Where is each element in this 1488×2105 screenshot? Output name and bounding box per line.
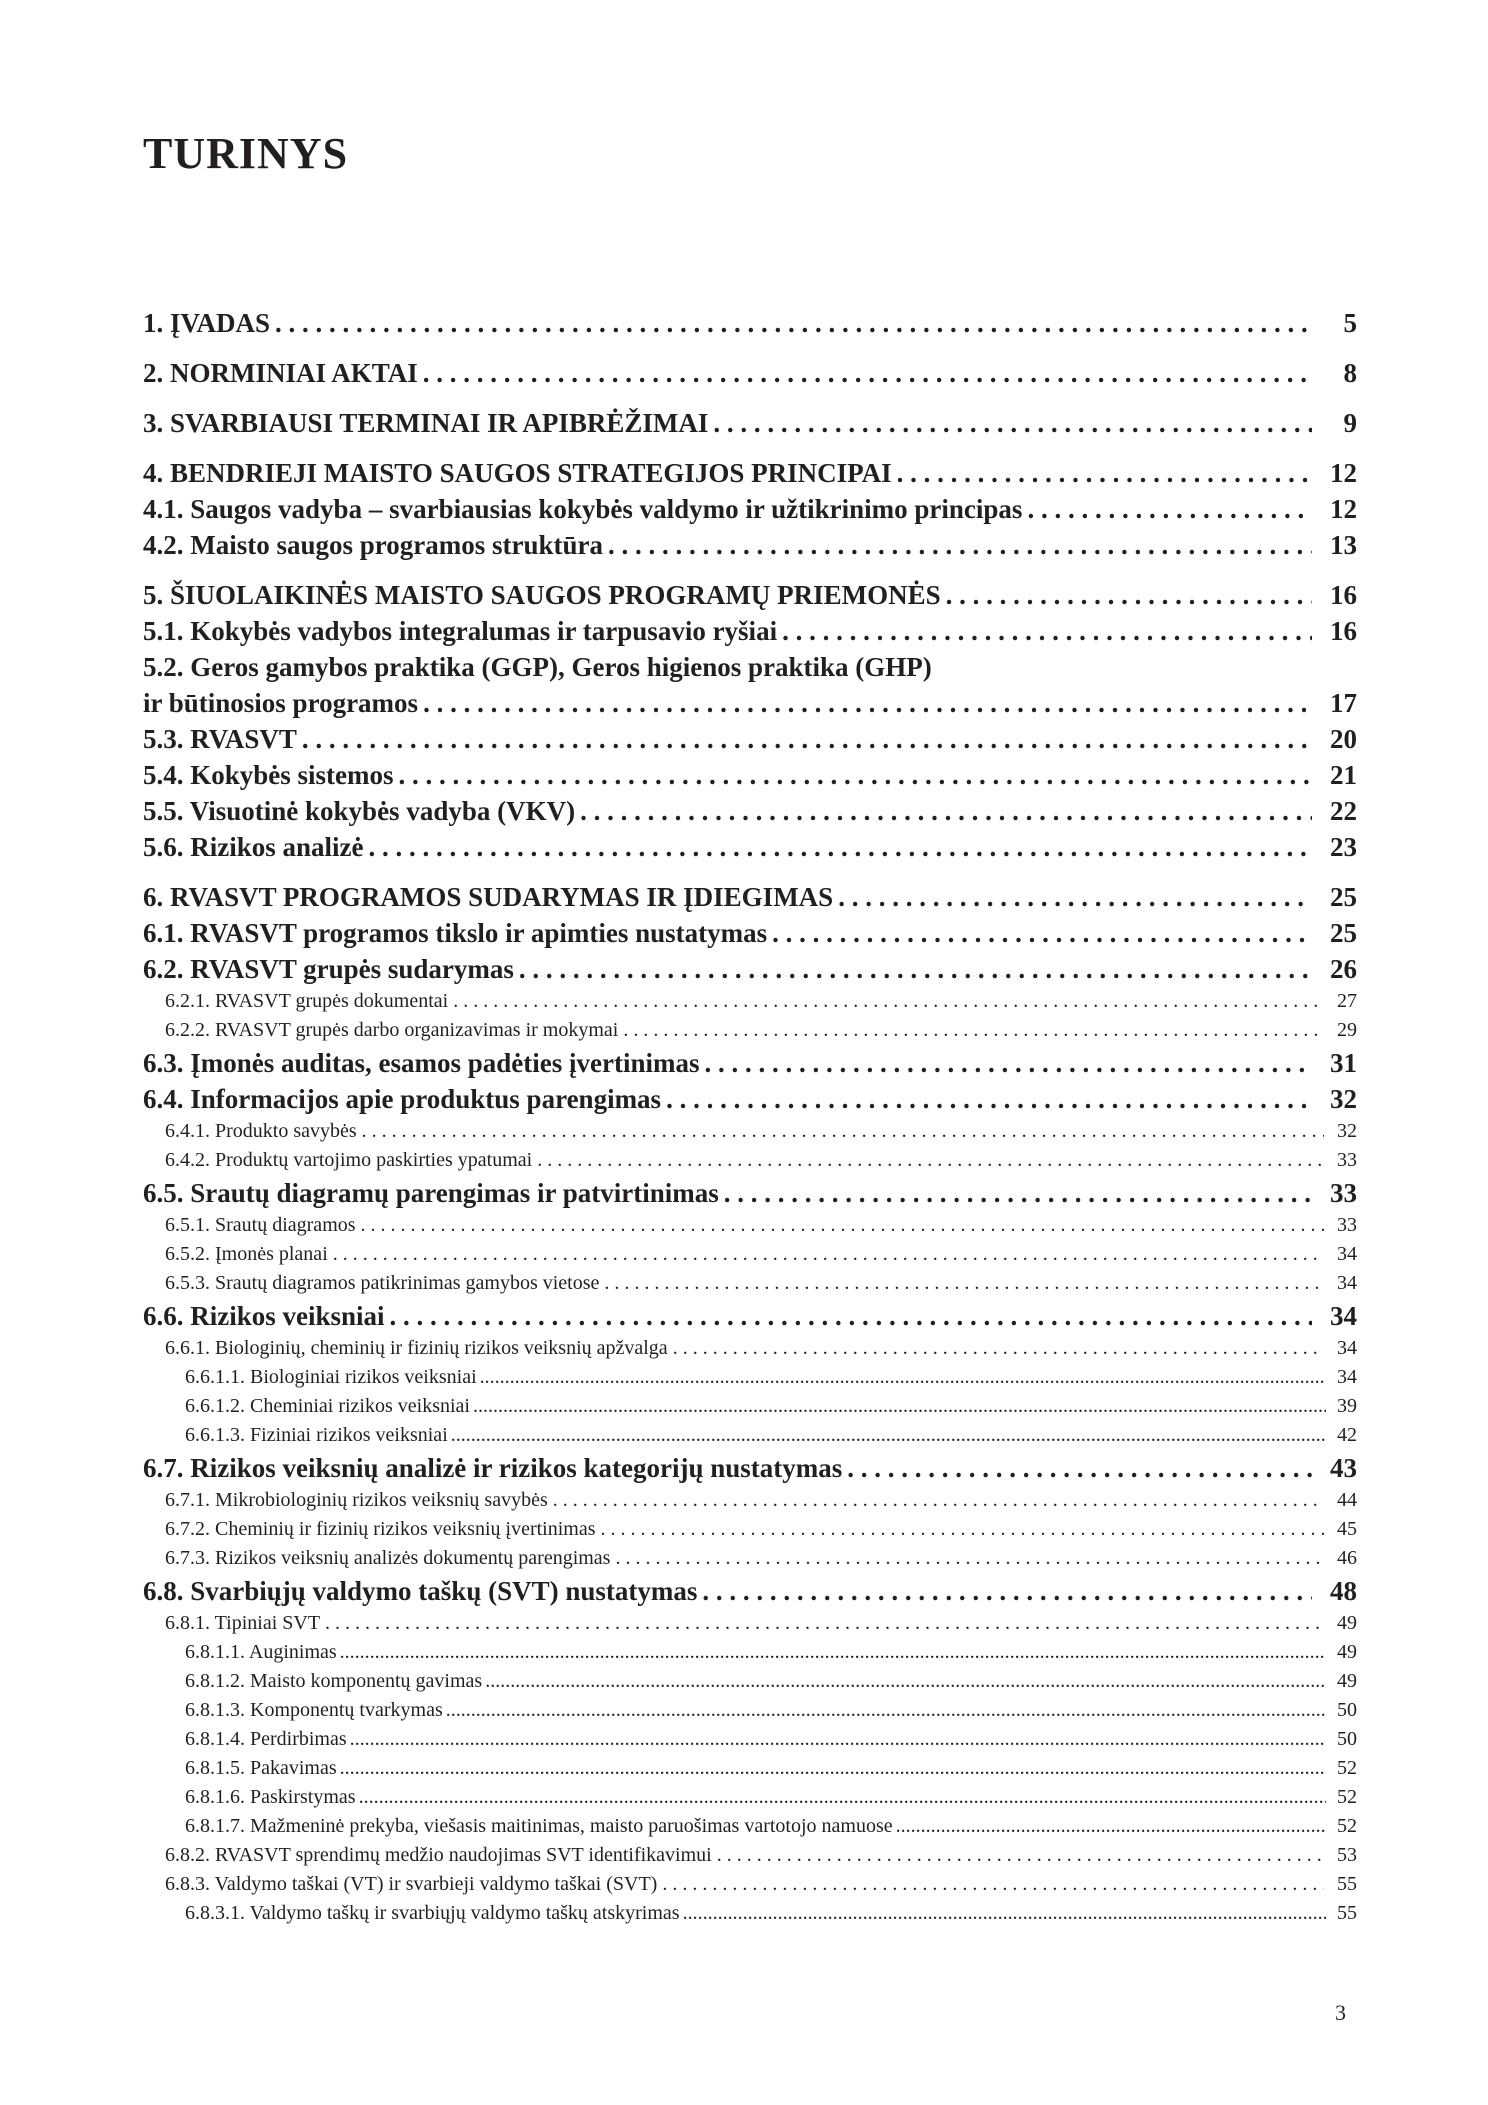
toc-entry-page: 34 [1337, 1272, 1357, 1294]
toc-entry [143, 1421, 1357, 1450]
dot-leader [772, 915, 1312, 951]
toc-entry [143, 1240, 1357, 1269]
toc-entry [143, 1812, 1357, 1841]
toc-entry-page: 32 [1337, 1120, 1357, 1142]
toc-entry-title: 6.2. RVASVT grupės sudarymas [143, 954, 514, 984]
dot-leader [604, 1269, 1324, 1298]
toc-entry-page: 33 [1337, 1214, 1357, 1236]
toc-entry-page: 22 [1330, 796, 1357, 826]
dot-leader [453, 987, 1324, 1016]
dot-leader [275, 305, 1312, 341]
toc-entry-page: 55 [1337, 1902, 1357, 1924]
toc-entry-title: 6.4. Informacijos apie produktus parengimas [143, 1084, 662, 1114]
toc-entry [143, 1870, 1357, 1899]
toc-entry [143, 915, 1357, 951]
toc-entry-page: 53 [1337, 1844, 1357, 1866]
toc-entry-title: 6.8.1.3. Komponentų tvarkymas [185, 1699, 443, 1721]
toc-entry [143, 1211, 1357, 1240]
dot-leader [666, 1081, 1312, 1117]
toc-entry-title: 5. ŠIUOLAIKINĖS MAISTO SAUGOS PROGRAMŲ PRIEMONĖS [143, 580, 941, 610]
dot-leader [702, 1573, 1312, 1609]
toc-entry-page: 46 [1337, 1547, 1357, 1569]
toc-entry-page: 12 [1330, 494, 1357, 524]
toc-entry [143, 355, 1357, 391]
toc-entry-page: 49 [1337, 1670, 1357, 1692]
toc-entry-page: 48 [1330, 1576, 1357, 1606]
toc-entry-page: 13 [1330, 530, 1357, 560]
toc-entry-page: 49 [1337, 1641, 1357, 1663]
dot-leader [446, 1696, 1326, 1725]
toc-entry [143, 1175, 1357, 1211]
toc-entry-page: 50 [1337, 1699, 1357, 1721]
toc-entry [143, 1783, 1357, 1812]
toc-entry-title: 5.6. Rizikos analizė [143, 832, 364, 862]
toc-entry-title: 6.2.1. RVASVT grupės dokumentai [165, 990, 449, 1012]
toc-entry-page: 52 [1337, 1815, 1357, 1837]
toc-entry [143, 1638, 1357, 1667]
toc-entry-page: 17 [1330, 688, 1357, 718]
toc-entry-page: 27 [1337, 990, 1357, 1012]
dot-leader [359, 1783, 1326, 1812]
toc-entry [143, 1515, 1357, 1544]
toc-entry-page: 42 [1337, 1424, 1357, 1446]
toc-entry [143, 1334, 1357, 1363]
dot-leader [333, 1240, 1324, 1269]
toc-entry-page: 16 [1330, 616, 1357, 646]
toc-entry [143, 1754, 1357, 1783]
dot-leader [724, 1175, 1312, 1211]
toc-entry-page: 20 [1330, 724, 1357, 754]
dot-leader [537, 1146, 1324, 1175]
toc-entry [143, 613, 1357, 649]
toc-entry-title: 5.5. Visuotinė kokybės vadyba (VKV) [143, 796, 576, 826]
table-of-contents [143, 305, 1357, 1928]
toc-entry-title: 6. RVASVT PROGRAMOS SUDARYMAS IR ĮDIEGIMAS [143, 882, 834, 912]
toc-entry [143, 1269, 1357, 1298]
toc-entry-page: 49 [1337, 1612, 1357, 1634]
toc-entry [143, 455, 1357, 491]
toc-entry-title: 5.1. Kokybės vadybos integralumas ir tarpusavio ryšiai [143, 616, 778, 646]
toc-entry-title: 6.4.1. Produkto savybės [165, 1120, 357, 1142]
dot-leader [390, 1298, 1312, 1334]
toc-entry-title: 6.5.2. Įmonės planai [165, 1243, 328, 1265]
toc-entry-page: 55 [1337, 1873, 1357, 1895]
toc-entry-page: 8 [1343, 358, 1357, 388]
toc-entry-title: 6.8.1.5. Pakavimas [185, 1757, 337, 1779]
toc-entry [143, 1696, 1357, 1725]
toc-entry-title: 6.6.1.2. Cheminiai rizikos veiksniai [185, 1395, 470, 1417]
toc-entry [143, 1667, 1357, 1696]
toc-entry [143, 829, 1357, 865]
toc-entry-title: 6.4.2. Produktų vartojimo paskirties ypatumai [165, 1149, 533, 1171]
toc-entry-title: 6.5. Srautų diagramų parengimas ir patvirtinimas [143, 1178, 719, 1208]
toc-entry [143, 1392, 1357, 1421]
toc-entry [143, 1841, 1357, 1870]
dot-leader [615, 1544, 1324, 1573]
toc-entry-title: 4. BENDRIEJI MAISTO SAUGOS STRATEGIJOS PRINCIPAI [143, 458, 892, 488]
toc-entry-page: 25 [1330, 918, 1357, 948]
dot-leader [662, 1870, 1324, 1899]
toc-entry-page: 34 [1330, 1301, 1357, 1331]
dot-leader [302, 721, 1312, 757]
toc-entry [143, 649, 1357, 685]
dot-leader [608, 527, 1312, 563]
toc-entry-page: 9 [1343, 408, 1357, 438]
toc-entry [143, 685, 1357, 721]
toc-entry-title: 6.8.1. Tipiniai SVT [165, 1612, 321, 1634]
toc-entry [143, 1117, 1357, 1146]
toc-entry-title: 6.6.1.3. Fiziniai rizikos veiksniai [185, 1424, 448, 1446]
toc-entry-title: 6.8.1.1. Auginimas [185, 1641, 337, 1663]
toc-entry-title: 6.6. Rizikos veiksniai [143, 1301, 385, 1331]
dot-leader [340, 1754, 1326, 1783]
toc-entry-title: 6.5.1. Srautų diagramos [165, 1214, 356, 1236]
dot-leader [473, 1392, 1326, 1421]
toc-entry-page: 45 [1337, 1518, 1357, 1540]
toc-entry [143, 951, 1357, 987]
toc-entry-title: 6.7. Rizikos veiksnių analizė ir rizikos kategorijų nustatymas [143, 1453, 843, 1483]
dot-leader [480, 1363, 1326, 1392]
toc-entry-page: 34 [1337, 1243, 1357, 1265]
toc-entry-title: 6.7.1. Mikrobiologinių rizikos veiksnių savybės [165, 1489, 548, 1511]
toc-entry [143, 1899, 1357, 1928]
toc-entry [143, 987, 1357, 1016]
dot-leader [673, 1334, 1324, 1363]
toc-entry-page: 29 [1337, 1019, 1357, 1041]
toc-entry [143, 879, 1357, 915]
dot-leader [713, 405, 1312, 441]
toc-entry [143, 305, 1357, 341]
dot-leader [340, 1638, 1326, 1667]
dot-leader [519, 951, 1312, 987]
toc-entry [143, 757, 1357, 793]
dot-leader [362, 1117, 1324, 1146]
toc-entry-title: 6.6.1. Biologinių, cheminių ir fizinių rizikos veiksnių apžvalga [165, 1337, 668, 1359]
toc-entry [143, 405, 1357, 441]
toc-entry-page: 34 [1337, 1366, 1357, 1388]
dot-leader [897, 455, 1312, 491]
toc-entry-page: 33 [1337, 1149, 1357, 1171]
toc-entry-page: 52 [1337, 1786, 1357, 1808]
toc-entry-title: 6.8.3.1. Valdymo taškų ir svarbiųjų valdymo taškų atskyrimas [185, 1902, 680, 1924]
toc-entry-title: 4.1. Saugos vadyba – svarbiausias kokybės valdymo ir užtikrinimo principas [143, 494, 1023, 524]
toc-entry [143, 1609, 1357, 1638]
dot-leader [1027, 491, 1312, 527]
toc-entry [143, 1363, 1357, 1392]
toc-entry [143, 1016, 1357, 1045]
dot-leader [623, 1016, 1324, 1045]
toc-entry-page: 39 [1337, 1395, 1357, 1417]
toc-entry [143, 793, 1357, 829]
toc-entry-title: 6.8. Svarbiųjų valdymo taškų (SVT) nustatymas [143, 1576, 698, 1606]
toc-entry-title: ir būtinosios programos [143, 688, 419, 718]
toc-entry-title: 6.2.2. RVASVT grupės darbo organizavimas ir mokymai [165, 1019, 619, 1041]
toc-entry-title: 4.2. Maisto saugos programos struktūra [143, 530, 604, 560]
dot-leader [847, 1450, 1312, 1486]
toc-entry-title: 6.6.1.1. Biologiniai rizikos veiksniai [185, 1366, 477, 1388]
toc-entry-page: 26 [1330, 954, 1357, 984]
toc-entry-page: 23 [1330, 832, 1357, 862]
dot-leader [423, 355, 1312, 391]
dot-leader [717, 1841, 1324, 1870]
toc-entry [143, 1045, 1357, 1081]
dot-leader [683, 1899, 1326, 1928]
toc-entry-page: 34 [1337, 1337, 1357, 1359]
toc-entry-page: 5 [1343, 308, 1357, 338]
toc-entry-title: 6.8.3. Valdymo taškai (VT) ir svarbieji valdymo taškai (SVT) [165, 1873, 658, 1895]
toc-entry-page: 43 [1330, 1453, 1357, 1483]
toc-entry [143, 721, 1357, 757]
toc-entry-title: 3. SVARBIAUSI TERMINAI IR APIBRĖŽIMAI [143, 408, 709, 438]
dot-leader [350, 1725, 1326, 1754]
toc-entry-page: 25 [1330, 882, 1357, 912]
toc-entry [143, 1450, 1357, 1486]
dot-leader [369, 829, 1313, 865]
toc-entry [143, 1544, 1357, 1573]
toc-entry-title: 5.2. Geros gamybos praktika (GGP), Geros higienos praktika (GHP) [143, 652, 932, 682]
dot-leader [896, 1812, 1326, 1841]
dot-leader [325, 1609, 1324, 1638]
dot-leader [423, 685, 1312, 721]
dot-leader [361, 1211, 1324, 1240]
toc-entry-page: 50 [1337, 1728, 1357, 1750]
dot-leader [580, 793, 1312, 829]
toc-entry [143, 1146, 1357, 1175]
toc-entry-title: 6.8.1.6. Paskirstymas [185, 1786, 356, 1808]
page-number: 3 [1335, 2000, 1346, 2025]
toc-entry-title: 6.3. Įmonės auditas, esamos padėties įvertinimas [143, 1048, 700, 1078]
toc-entry-title: 6.8.1.2. Maisto komponentų gavimas [185, 1670, 483, 1692]
toc-entry-title: 6.1. RVASVT programos tikslo ir apimties nustatymas [143, 918, 768, 948]
dot-leader [451, 1421, 1326, 1450]
toc-entry-title: 6.8.1.4. Perdirbimas [185, 1728, 347, 1750]
dot-leader [782, 613, 1312, 649]
toc-entry-title: 1. ĮVADAS [143, 308, 271, 338]
dot-leader [553, 1486, 1324, 1515]
toc-entry-page: 21 [1330, 760, 1357, 790]
toc-entry-page: 31 [1330, 1048, 1357, 1078]
toc-entry-title: 5.4. Kokybės sistemos [143, 760, 394, 790]
dot-leader [838, 879, 1312, 915]
toc-entry-title: 6.8.2. RVASVT sprendimų medžio naudojimas SVT identifikavimui [165, 1844, 712, 1866]
dot-leader [601, 1515, 1325, 1544]
toc-entry-page: 32 [1330, 1084, 1357, 1114]
toc-entry [143, 577, 1357, 613]
dot-leader [485, 1667, 1326, 1696]
toc-entry [143, 527, 1357, 563]
toc-entry-page: 33 [1330, 1178, 1357, 1208]
toc-entry-title: 6.5.3. Srautų diagramos patikrinimas gamybos vietose [165, 1272, 600, 1294]
toc-entry-title: 2. NORMINIAI AKTAI [143, 358, 418, 388]
toc-entry-title: 6.7.3. Rizikos veiksnių analizės dokumentų parengimas [165, 1547, 611, 1569]
toc-entry-title: 6.8.1.7. Mažmeninė prekyba, viešasis maitinimas, maisto paruošimas vartotojo namuose [185, 1815, 893, 1837]
dot-leader [946, 577, 1312, 613]
toc-entry [143, 1081, 1357, 1117]
toc-entry [143, 1486, 1357, 1515]
dot-leader [705, 1045, 1312, 1081]
dot-leader [399, 757, 1312, 793]
toc-entry-title: 6.7.2. Cheminių ir fizinių rizikos veiksnių įvertinimas [165, 1518, 596, 1540]
page-title: TURINYS [143, 129, 349, 178]
toc-entry-title: 5.3. RVASVT [143, 724, 297, 754]
toc-entry-page: 52 [1337, 1757, 1357, 1779]
toc-entry [143, 1298, 1357, 1334]
toc-entry [143, 491, 1357, 527]
toc-entry-page: 12 [1330, 458, 1357, 488]
toc-entry [143, 1573, 1357, 1609]
toc-entry [143, 1725, 1357, 1754]
toc-entry-page: 44 [1337, 1489, 1357, 1511]
toc-entry-page: 16 [1330, 580, 1357, 610]
